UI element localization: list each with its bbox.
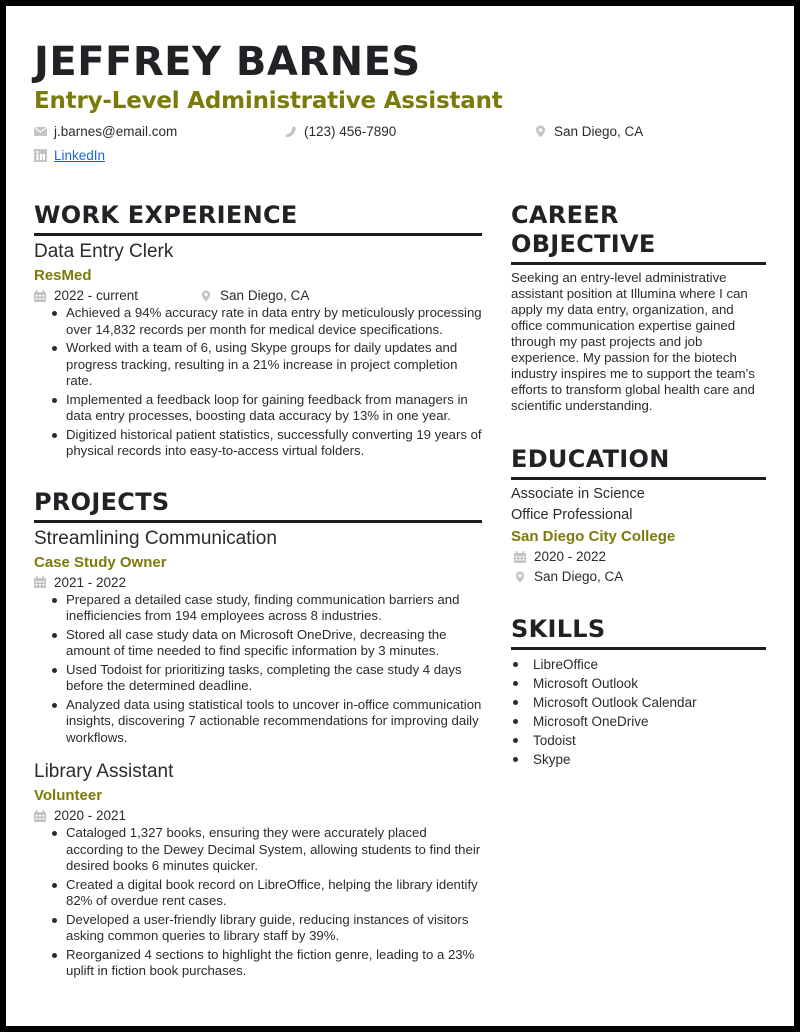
school-name: San Diego City College [511, 528, 676, 545]
bullet-item: Analyzed data using statistical tools to uncover in-office communication insights, discovering 7 actionable recommendations for improving daily workflows. [50, 697, 482, 747]
project-bullets [50, 825, 482, 980]
bullet-item: Prepared a detailed case study, finding communication barriers and inefficiencies from 194 employees across 8 industries. [50, 592, 482, 625]
project-meta [34, 573, 482, 592]
section-heading-projects: PROJECTS [34, 488, 482, 523]
work-experience-section [34, 201, 482, 460]
email-text: j.barnes@email.com [54, 124, 178, 139]
education-location [514, 567, 766, 587]
section-heading-skills: SKILLS [511, 615, 766, 650]
contact-linkedin [34, 149, 105, 163]
skill-item: Skype [511, 750, 766, 769]
project-role: Volunteer [34, 787, 103, 804]
project-role: Case Study Owner [34, 553, 167, 571]
candidate-name: JEFFREY BARNES [34, 39, 421, 85]
dates-text: 2021 - 2022 [54, 574, 127, 590]
career-objective-section [511, 201, 766, 414]
project-dates [34, 573, 126, 592]
project-entry [34, 760, 482, 980]
location-text: San Diego, CA [534, 569, 624, 584]
job-entry [34, 240, 482, 460]
right-column [511, 201, 766, 769]
job-title: Data Entry Clerk [34, 241, 174, 262]
project-meta [34, 806, 482, 825]
map-pin-icon [534, 125, 547, 138]
bullet-item: Reorganized 4 sections to highlight the fiction genre, leading to a 23% uplift in fiction book purchases. [50, 947, 482, 980]
skills-list [511, 655, 766, 769]
project-entry [34, 527, 482, 747]
skill-item: LibreOffice [511, 655, 766, 674]
map-pin-icon [200, 290, 212, 302]
bullet-item: Used Todoist for prioritizing tasks, completing the case study 4 days before the determined deadline. [50, 662, 482, 695]
project-dates [34, 806, 126, 825]
company-name: ResMed [34, 267, 92, 284]
project-bullets [50, 592, 482, 747]
bullet-item: Cataloged 1,327 books, ensuring they were accurately placed according to the Dewey Decimal System, allowing students to find their desired books 6 minutes quicker. [50, 825, 482, 875]
bullet-item: Digitized historical patient statistics, successfully converting 19 years of physical records into easy-to-access virtual folders. [50, 427, 482, 460]
education-dates [514, 547, 766, 567]
candidate-title: Entry-Level Administrative Assistant [34, 88, 503, 114]
skills-section [511, 615, 766, 769]
location-text: San Diego, CA [220, 288, 310, 303]
contact-email [34, 125, 177, 139]
degree: Associate in Science [511, 486, 645, 502]
map-pin-icon [514, 571, 526, 583]
calendar-icon [514, 551, 526, 563]
section-heading-work-experience: WORK EXPERIENCE [34, 201, 482, 236]
projects-section [34, 488, 482, 980]
envelope-icon [34, 125, 47, 138]
resume-page [6, 6, 794, 1026]
linkedin-icon [34, 149, 47, 162]
left-column [34, 201, 482, 982]
field-of-study: Office Professional [511, 507, 633, 523]
skill-item: Todoist [511, 731, 766, 750]
objective-text: Seeking an entry-level administrative assistant position at Illumina where I can apply my data entry, organization, and office communication expertise gained through my past projects and job experience. My passion for the biotech industry inspires me to support the team’s efforts to transform global health care and scientific understanding. [511, 270, 755, 413]
linkedin-link[interactable]: LinkedIn [54, 148, 106, 163]
phone-text: (123) 456-7890 [304, 124, 397, 139]
bullet-item: Achieved a 94% accuracy rate in data entry by meticulously processing over 14,832 records per month for medical device specifications. [50, 305, 482, 338]
phone-icon [284, 125, 297, 138]
dates-text: 2020 - 2021 [54, 808, 127, 823]
calendar-icon [34, 810, 46, 822]
job-location [200, 286, 309, 305]
skill-item: Microsoft OneDrive [511, 712, 766, 731]
bullet-item: Stored all case study data on Microsoft OneDrive, decreasing the amount of time needed to find specific information by 3 minutes. [50, 627, 482, 660]
contact-location [534, 125, 643, 139]
project-title: Library Assistant [34, 761, 174, 782]
heading-line: CAREER [511, 201, 619, 229]
dates-text: 2020 - 2022 [534, 549, 607, 564]
bullet-item: Implemented a feedback loop for gaining feedback from managers in data entry processes, boosting data accuracy by 13% in one year. [50, 392, 482, 425]
calendar-icon [34, 576, 46, 588]
dates-text: 2022 - current [54, 288, 139, 303]
skill-item: Microsoft Outlook [511, 674, 766, 693]
bullet-item: Created a digital book record on LibreOffice, helping the library identify 82% of overdue rent cases. [50, 877, 482, 910]
skill-item: Microsoft Outlook Calendar [511, 693, 766, 712]
job-bullets [50, 305, 482, 460]
location-text: San Diego, CA [554, 124, 644, 139]
section-heading-education: EDUCATION [511, 445, 766, 480]
heading-line: OBJECTIVE [511, 230, 656, 258]
job-meta [34, 286, 482, 305]
project-title: Streamlining Communication [34, 527, 277, 549]
section-heading-career-objective [511, 201, 766, 265]
job-dates [34, 286, 138, 305]
bullet-item: Worked with a team of 6, using Skype groups for daily updates and progress tracking, resulting in a 21% increase in project completion rate. [50, 340, 482, 390]
calendar-icon [34, 290, 46, 302]
bullet-item: Developed a user-friendly library guide, reducing instances of visitors asking common queries to library staff by 39%. [50, 912, 482, 945]
education-section [511, 445, 766, 587]
contact-phone [284, 125, 396, 139]
